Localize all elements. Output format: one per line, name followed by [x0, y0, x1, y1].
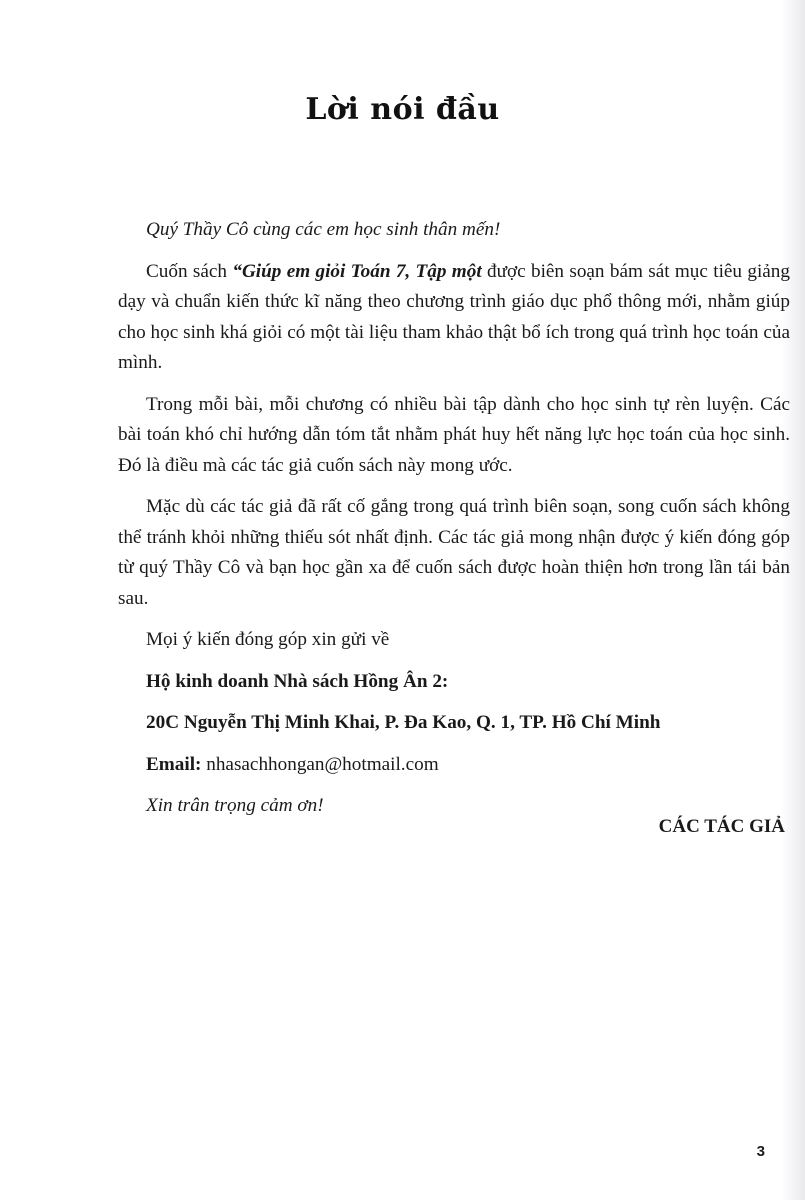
contact-intro: Mọi ý kiến đóng góp xin gửi về	[146, 629, 390, 651]
publisher-address: 20C Nguyễn Thị Minh Khai, P. Đa Kao, Q. 1, TP. Hồ Chí Minh	[146, 712, 661, 734]
email-line	[146, 750, 790, 781]
paragraph-intro-prefix: Cuốn sách	[146, 260, 233, 282]
page-number: 3	[756, 1143, 765, 1160]
paragraph-feedback: Mặc dù các tác giả đã rất cố gắng trong quá trình biên soạn, song cuốn sách không thể tránh khỏi những thiếu sót nhất định. Các tác giả mong nhận được ý kiến đóng góp từ quý Thầy Cô và bạn học gần xa để cuốn sách được hoàn thiện hơn trong lần tái bản sau.	[118, 496, 790, 609]
paragraph-intro-suffix: được biên soạn bám sát mục tiêu giảng dạy và chuẩn kiến thức kĩ năng theo chương trình giáo dục phổ thông mới, nhằm giúp cho học sinh khá giỏi có một tài liệu tham khảo thật bổ ích trong quá trình học toán của mình.	[118, 260, 790, 374]
page-title: Lời nói đầu	[305, 92, 500, 127]
email-address: nhasachhongan@hotmail.com	[201, 753, 439, 775]
preface-body	[118, 196, 790, 833]
paragraph-exercises: Trong mỗi bài, mỗi chương có nhiều bài tập dành cho học sinh tự rèn luyện. Các bài toán khó chỉ hướng dẫn tóm tắt nhằm phát huy hết năng lực học toán của học sinh. Đó là điều mà các tác giả cuốn sách này mong ước.	[118, 393, 790, 476]
greeting: Quý Thầy Cô cùng các em học sinh thân mến!	[146, 219, 501, 241]
publisher-name: Hộ kinh doanh Nhà sách Hồng Ân 2:	[146, 670, 449, 692]
authors-signature: CÁC TÁC GIẢ	[658, 816, 785, 837]
book-title: “Giúp em giỏi Toán 7, Tập một	[232, 260, 482, 282]
email-label: Email:	[146, 753, 202, 775]
paragraph-intro	[118, 257, 790, 379]
closing-thanks: Xin trân trọng cảm ơn!	[146, 795, 324, 817]
